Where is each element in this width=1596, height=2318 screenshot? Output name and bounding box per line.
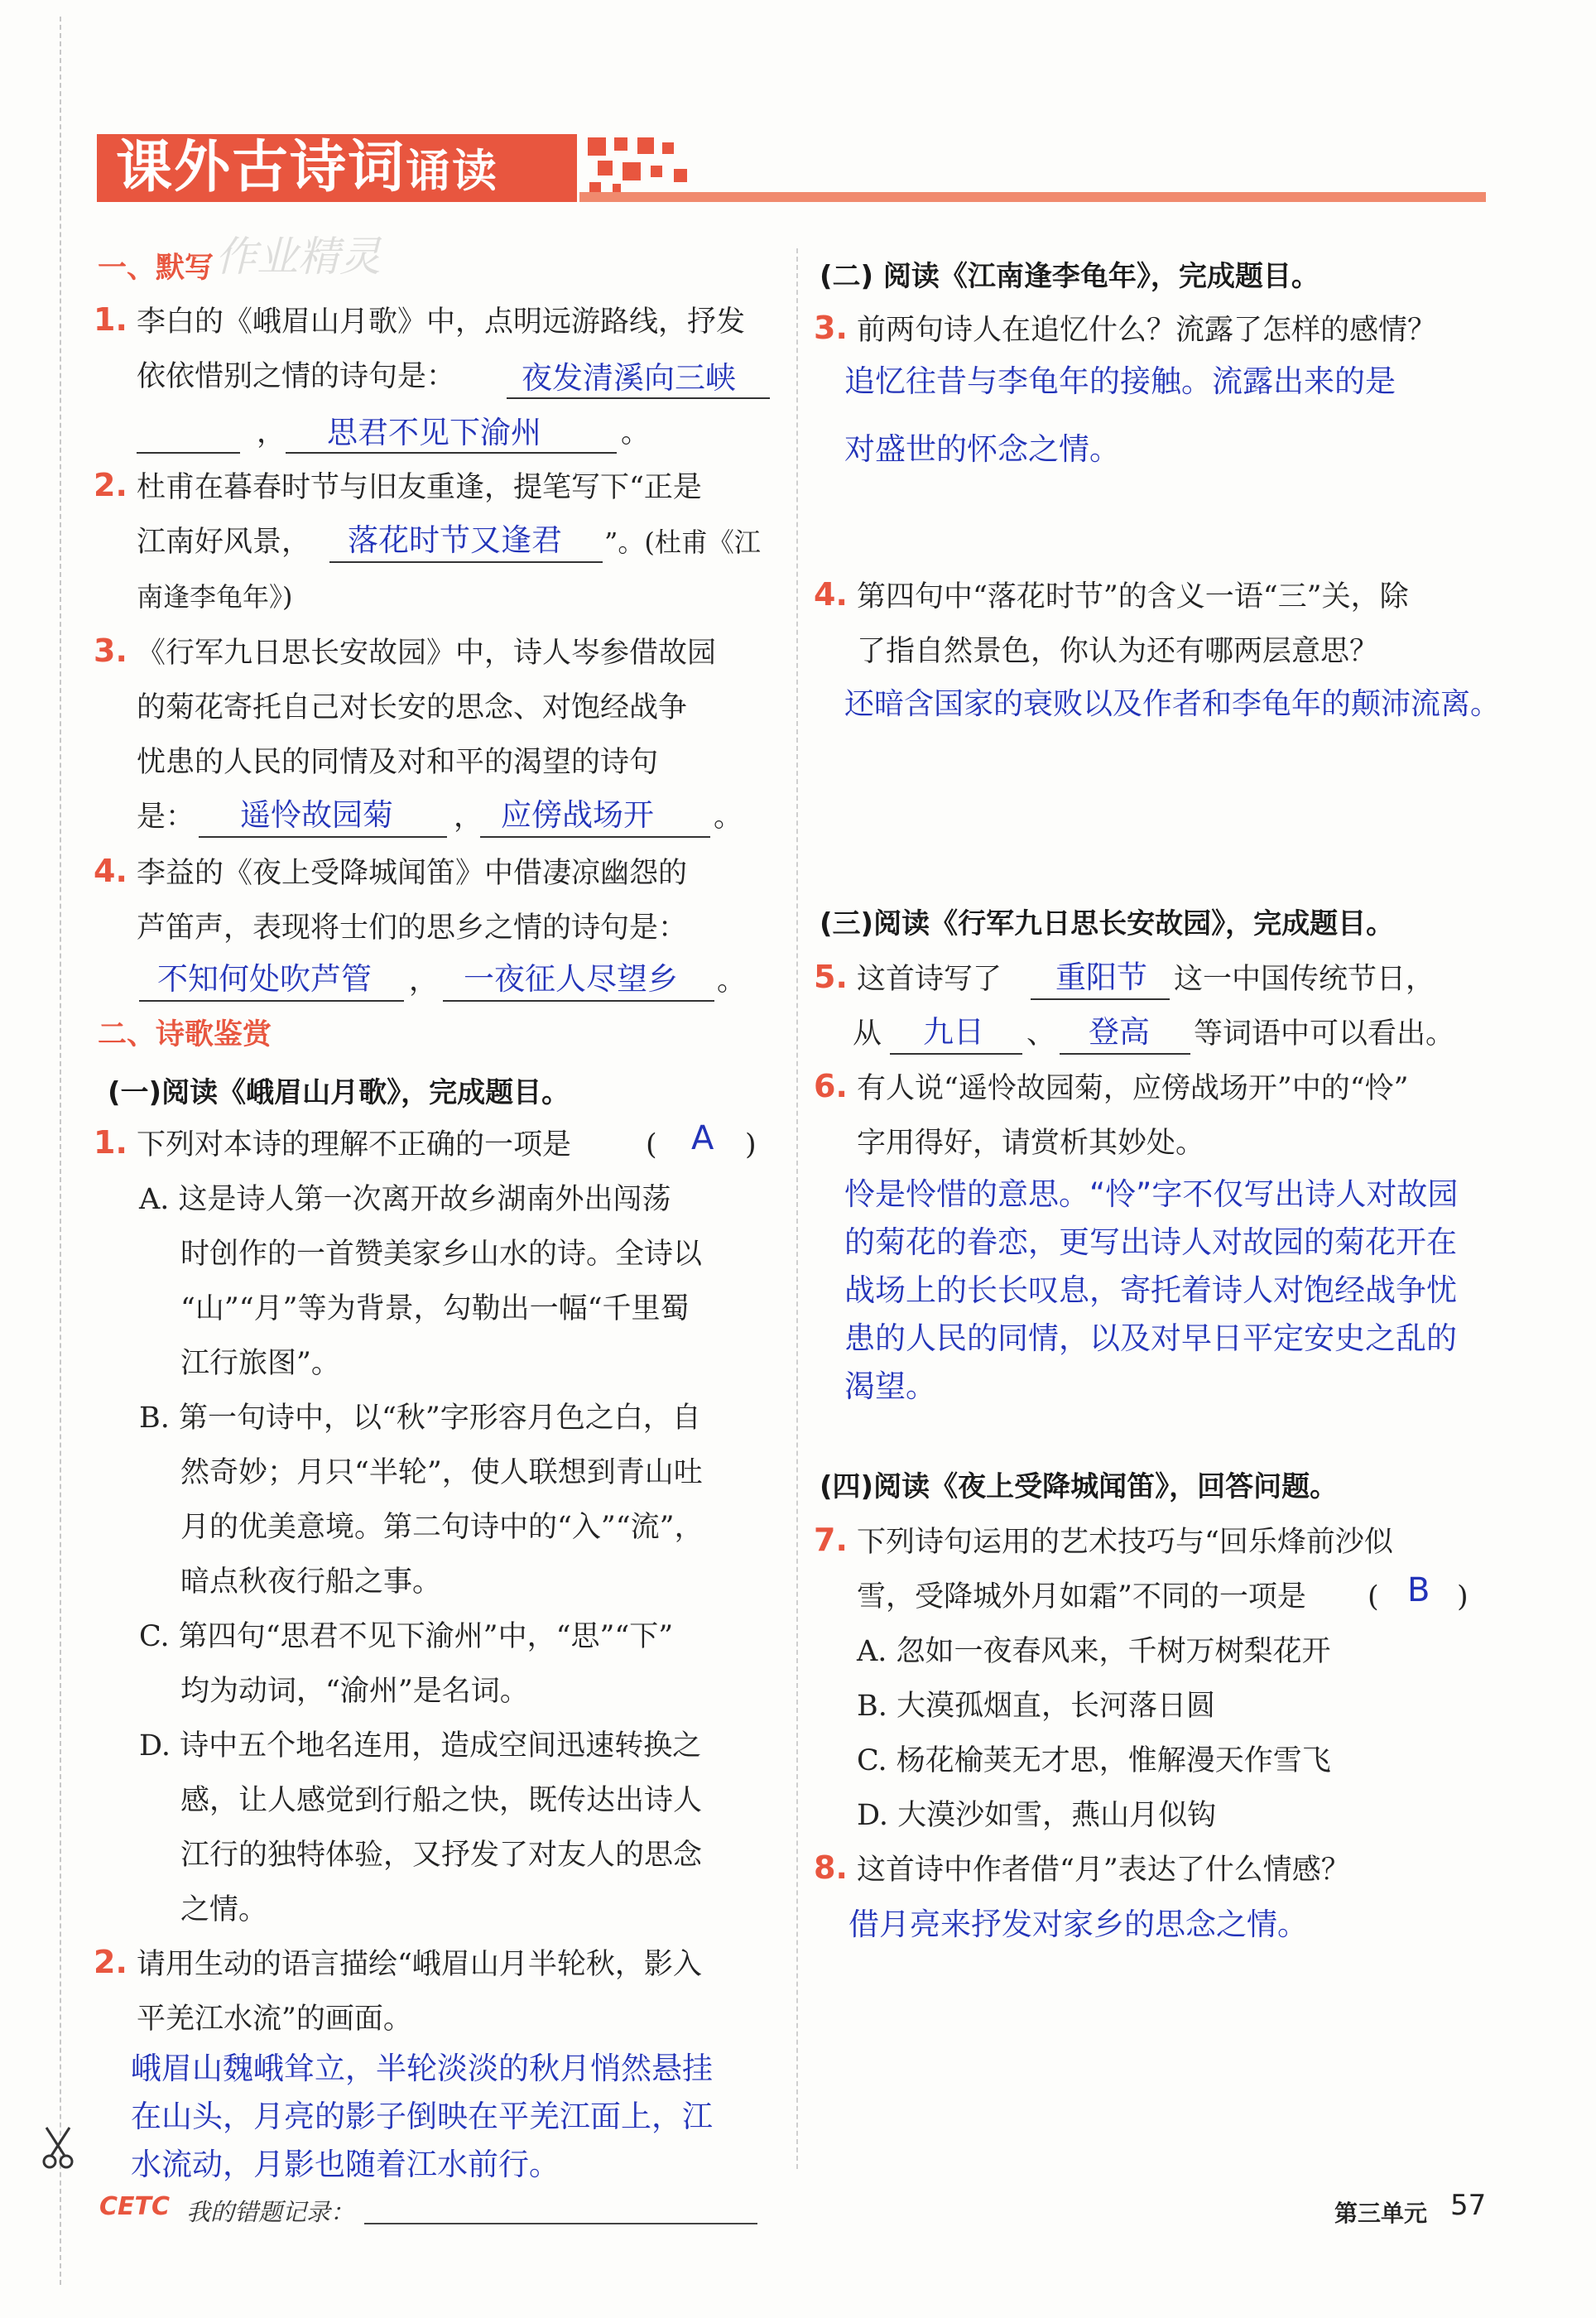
- answer-blank: [443, 1000, 714, 1002]
- separator: ，: [454, 801, 483, 834]
- decor-square: [651, 166, 662, 177]
- question-text: 下列诗句运用的艺术技巧与“回乐烽前沙似: [857, 1526, 1393, 1559]
- unit-label: 第三单元: [1334, 2200, 1428, 2227]
- answer-line: 对盛世的怀念之情。: [844, 431, 1120, 467]
- question-number: 1.: [94, 1124, 127, 1161]
- option-line: B. 大漠孤烟直，长河落日圆: [857, 1690, 1215, 1723]
- cut-line: [60, 17, 61, 2285]
- answer-blank: [139, 1000, 404, 1002]
- section-title-appreciation: 二、诗歌鉴赏: [98, 1018, 272, 1051]
- decor-square: [613, 184, 621, 192]
- option-line: B. 第一句诗中，以“秋”字形容月色之白，自: [139, 1402, 701, 1435]
- watermark: 作业精灵: [215, 233, 381, 281]
- question-text: 李白的《峨眉山月歌》中，点明远游路线，抒发: [137, 305, 746, 339]
- answer-text: 九日: [923, 1014, 984, 1050]
- option-line: C. 杨花榆荚无才思，惟解漫天作雪飞: [857, 1744, 1331, 1777]
- question-number: 5.: [814, 959, 848, 995]
- question-text: 从: [853, 1017, 882, 1051]
- question-number: 2.: [94, 1944, 127, 1980]
- question-text: 江南好风景，: [137, 526, 311, 559]
- option-line: “山”“月”等为背景，勾勒出一幅“千里蜀: [180, 1292, 690, 1325]
- paren: (: [1368, 1580, 1379, 1613]
- scissors-icon: [40, 2124, 76, 2171]
- answer-text: 夜发清溪向三峡: [522, 360, 736, 396]
- question-text: 下列对本诗的理解不正确的一项是: [137, 1128, 572, 1161]
- passage-title: (一)阅读《峨眉山月歌》，完成题目。: [108, 1076, 570, 1109]
- question-number: 3.: [94, 632, 127, 669]
- answer-line: 追忆往昔与李龟年的接触。流露出来的是: [844, 363, 1396, 399]
- question-text: 这首诗中作者借“月”表达了什么情感？: [857, 1854, 1350, 1887]
- decor-square: [623, 162, 641, 180]
- punct: 。: [717, 964, 747, 998]
- option-line: 江行的独特体验，又抒发了对友人的思念: [180, 1839, 703, 1872]
- punct: 。: [714, 801, 743, 834]
- answer-text: 思君不见下渝州: [327, 415, 541, 450]
- question-text: 前两句诗人在追忆什么？流露了怎样的感情？: [857, 314, 1437, 347]
- question-text: 平羌江水流”的画面。: [137, 2003, 412, 2036]
- question-text: 杜甫在暮春时节与旧友重逢，提笔写下“正是: [137, 471, 702, 504]
- option-line: C. 第四句“思君不见下渝州”中，“思”“下”: [139, 1620, 674, 1653]
- answer-text: 重阳节: [1055, 959, 1147, 995]
- option-line: D. 诗中五个地名连用，造成空间迅速转换之: [139, 1729, 702, 1763]
- answer-line: 峨眉山魏峨耸立，半轮淡淡的秋月悄然悬挂: [131, 2051, 713, 2086]
- answer-text: 遥怜故园菊: [240, 797, 393, 833]
- page-number: 57: [1450, 2189, 1487, 2222]
- paren: ): [745, 1128, 757, 1161]
- question-text: 有人说“遥怜故园菊，应傍战场开”中的“怜”: [857, 1072, 1409, 1105]
- question-text: 南逢李龟年》): [137, 581, 293, 613]
- column-divider: [796, 248, 798, 2169]
- option-line: A. 忽如一夜春风来，千树万树梨花开: [857, 1635, 1331, 1668]
- decor-square: [637, 137, 654, 154]
- question-text: 《行军九日思长安故园》中，诗人岑参借故园: [137, 637, 717, 670]
- answer-choice: B: [1407, 1571, 1430, 1609]
- answer-text: 登高: [1089, 1014, 1150, 1050]
- question-text: 雪，受降城外月如霜”不同的一项是: [857, 1580, 1306, 1613]
- answer-blank: [329, 561, 603, 563]
- option-line: A. 这是诗人第一次离开故乡湖南外出闯荡: [139, 1183, 671, 1216]
- answer-text: 落花时节又逢君: [348, 522, 562, 558]
- question-text: 第四句中“落花时节”的含义一语“三”关，除: [857, 580, 1409, 613]
- answer-blank: [199, 836, 447, 838]
- option-line: 均为动词，“渝州”是名词。: [180, 1675, 529, 1708]
- question-text: 请用生动的语言描绘“峨眉山月半轮秋，影入: [137, 1948, 702, 1981]
- question-text: 了指自然景色，你认为还有哪两层意思？: [857, 635, 1379, 668]
- question-text: 依依惜别之情的诗句是：: [137, 360, 456, 393]
- answer-line: 患的人民的同情，以及对早日平定安史之乱的: [844, 1320, 1457, 1356]
- passage-title: (四)阅读《夜上受降城闻笛》，回答问题。: [820, 1470, 1339, 1503]
- option-line: 时创作的一首赞美家乡山水的诗。全诗以: [180, 1238, 703, 1271]
- answer-text: 应傍战场开: [501, 797, 654, 833]
- passage-title: (三)阅读《行军九日思长安故园》，完成题目。: [820, 907, 1395, 940]
- question-text: ”。(杜甫《江: [604, 527, 761, 558]
- answer-line: 战场上的长长叹息，寄托着诗人对饱经战争忧: [844, 1272, 1457, 1308]
- option-line: 江行旅图”。: [180, 1347, 340, 1380]
- error-log-line[interactable]: [364, 2223, 757, 2224]
- answer-line: 借月亮来抒发对家乡的思念之情。: [848, 1907, 1308, 1942]
- answer-blank: [286, 452, 617, 454]
- paren: (: [646, 1128, 657, 1161]
- option-line: D. 大漠沙如雪，燕山月似钩: [857, 1799, 1217, 1832]
- option-line: 月的优美意境。第二句诗中的“入”“流”，: [180, 1511, 704, 1544]
- section-title-dictation: 一、默写: [98, 252, 214, 285]
- question-text: 忧患的人民的同情及对和平的渴望的诗句: [137, 746, 659, 779]
- header-rule: [579, 192, 1486, 202]
- question-text: 李益的《夜上受降城闻笛》中借凄凉幽怨的: [137, 857, 688, 890]
- question-number: 7.: [814, 1522, 848, 1558]
- question-text: 等词语中可以看出。: [1194, 1017, 1455, 1051]
- decor-square: [662, 142, 674, 154]
- answer-line: 水流动，月影也随着江水前行。: [131, 2147, 560, 2182]
- question-number: 6.: [814, 1068, 848, 1104]
- passage-title: (二) 阅读《江南逢李龟年》，完成题目。: [820, 260, 1320, 293]
- option-line: 暗点秋夜行船之事。: [180, 1565, 442, 1599]
- answer-blank: [480, 836, 710, 838]
- brand-logo: CETC: [99, 2192, 170, 2221]
- answer-blank: [1060, 1053, 1190, 1055]
- option-line: 感，让人感觉到行船之快，既传达出诗人: [180, 1784, 703, 1817]
- question-text: 这一中国传统节日，: [1174, 963, 1435, 996]
- answer-text: 一夜征人尽望乡: [464, 961, 678, 997]
- answer-blank: [1031, 998, 1170, 1000]
- separator: ，: [257, 416, 286, 450]
- punct: 。: [621, 416, 651, 450]
- option-line: 之情。: [180, 1893, 268, 1926]
- decor-square: [674, 169, 687, 182]
- question-number: 4.: [94, 853, 127, 889]
- decor-square: [598, 161, 613, 176]
- answer-blank: [507, 397, 770, 399]
- answer-line: 在山头，月亮的影子倒映在平羌江面上，江: [131, 2099, 713, 2134]
- question-number: 3.: [814, 310, 848, 346]
- question-number: 2.: [94, 467, 127, 503]
- answer-choice: A: [691, 1119, 714, 1157]
- answer-line: 渴望。: [844, 1368, 936, 1404]
- answer-line: 怜是怜惜的意思。“怜”字不仅写出诗人对故园: [844, 1176, 1459, 1212]
- answer-line: 的菊花的眷恋，更写出诗人对故园的菊花开在: [844, 1224, 1457, 1260]
- question-number: 4.: [814, 576, 848, 613]
- paren: ): [1457, 1580, 1469, 1613]
- question-text: 字用得好，请赏析其妙处。: [857, 1127, 1205, 1160]
- answer-line: 还暗含国家的衰败以及作者和李龟年的颠沛流离。: [844, 687, 1501, 721]
- option-line: 然奇妙；月只“半轮”，使人联想到青山吐: [180, 1456, 703, 1489]
- question-number: 8.: [814, 1849, 848, 1886]
- decor-square: [588, 137, 606, 156]
- question-text: 这首诗写了: [857, 963, 1002, 996]
- answer-blank: [890, 1053, 1022, 1055]
- question-text: 芦笛声，表现将士们的思乡之情的诗句是：: [137, 911, 688, 945]
- answer-text: 不知何处吹芦管: [157, 961, 372, 997]
- decor-square: [614, 137, 627, 151]
- question-text: 是：: [137, 801, 195, 834]
- error-log-label: 我的错题记录：: [186, 2198, 355, 2226]
- answer-blank: [137, 452, 240, 454]
- question-text: 的菊花寄托自己对长安的思念、对饱经战争: [137, 691, 688, 724]
- separator: 、: [1026, 1017, 1056, 1051]
- question-number: 1.: [94, 301, 127, 338]
- page-title: 课外古诗词诵读: [116, 135, 499, 200]
- separator: ，: [409, 964, 439, 998]
